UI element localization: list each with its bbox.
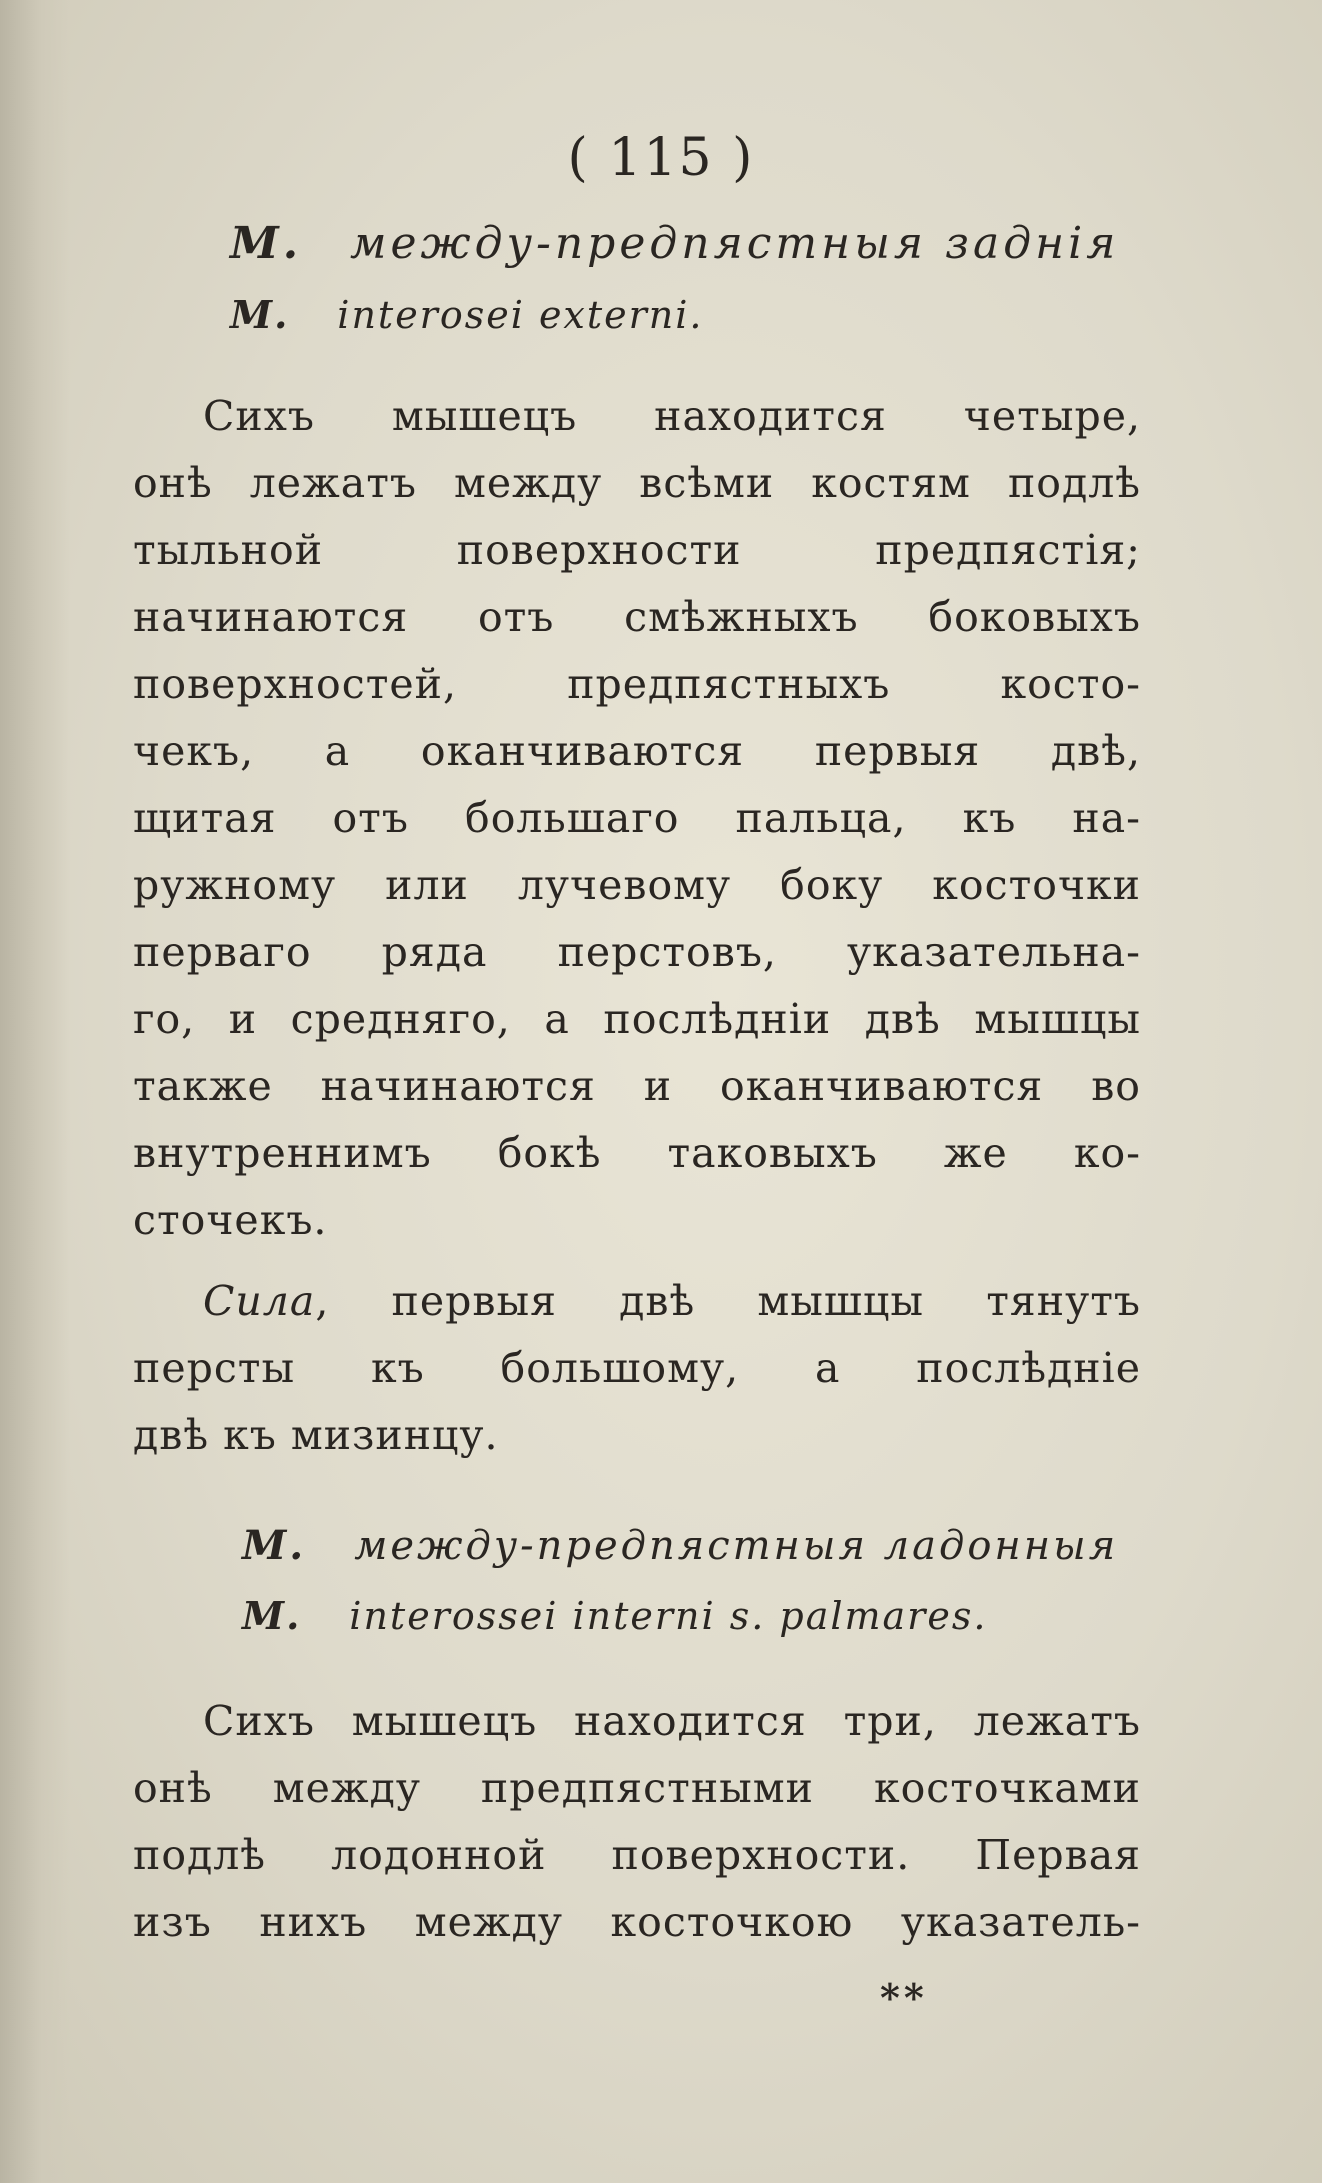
text-line: Сихъ мышецъ находится четыре, — [203, 392, 1141, 440]
text-line: щитая отъ большаго пальца, къ на- — [133, 794, 1141, 842]
section2-paragraph — [133, 1688, 1141, 1956]
heading-text: между-предпястныя заднія — [350, 218, 1120, 269]
signature-mark: ** — [880, 1975, 928, 2020]
text-line: го, и средняго, а послѣдніи двѣ мышцы — [133, 995, 1141, 1043]
muscle-abbrev: M. — [230, 292, 290, 337]
force-label: Сила — [203, 1277, 316, 1325]
text-line: онѣ между предпястными косточками — [133, 1764, 1141, 1812]
text-line: начинаются отъ смѣжныхъ боковыхъ — [133, 593, 1141, 641]
text-line — [133, 1268, 1141, 1335]
text-line: также начинаются и оканчиваются во — [133, 1062, 1141, 1110]
force-text: , первыя двѣ мышцы тянутъ — [315, 1277, 1141, 1325]
force-paragraph — [133, 1268, 1141, 1469]
text-line: онѣ лежатъ между всѣми костям подлѣ — [133, 459, 1141, 507]
heading-text: interossei interni s. palmares. — [349, 1594, 988, 1638]
text-line: тыльной поверхности предпястія; — [133, 526, 1141, 574]
heading-text: между-предпястныя ладонныя — [354, 1523, 1119, 1569]
text-line: перваго ряда перстовъ, указательна- — [133, 928, 1141, 976]
muscle-abbrev: M. — [242, 1522, 307, 1569]
text-line: персты къ большому, а послѣдніе — [133, 1344, 1141, 1392]
section1-heading-russian — [230, 218, 1119, 269]
text-line: изъ нихъ между косточкою указатель- — [133, 1898, 1141, 1946]
section1-heading-latin — [230, 292, 704, 337]
text-line: Сихъ мышецъ находится три, лежатъ — [203, 1697, 1141, 1745]
text-line: двѣ къ мизинцу. — [133, 1411, 499, 1459]
section1-paragraph — [133, 383, 1141, 1254]
text-line: поверхностей, предпястныхъ косто- — [133, 660, 1141, 708]
text-line: внутреннимъ бокѣ таковыхъ же ко- — [133, 1129, 1141, 1177]
section2-heading-latin — [242, 1593, 987, 1638]
muscle-abbrev: M. — [242, 1593, 302, 1638]
text-line: подлѣ лодонной поверхности. Первая — [133, 1831, 1141, 1879]
page-number: ( 115 ) — [567, 128, 755, 188]
page-edge-shadow — [0, 0, 70, 2183]
text-line: сточекъ. — [133, 1196, 328, 1244]
text-line: чекъ, а оканчиваются первыя двѣ, — [133, 727, 1141, 775]
section2-heading-russian — [242, 1522, 1118, 1569]
muscle-abbrev: M. — [230, 218, 303, 269]
text-line: ружному или лучевому боку косточки — [133, 861, 1141, 909]
heading-text: interosei externi. — [337, 293, 704, 337]
